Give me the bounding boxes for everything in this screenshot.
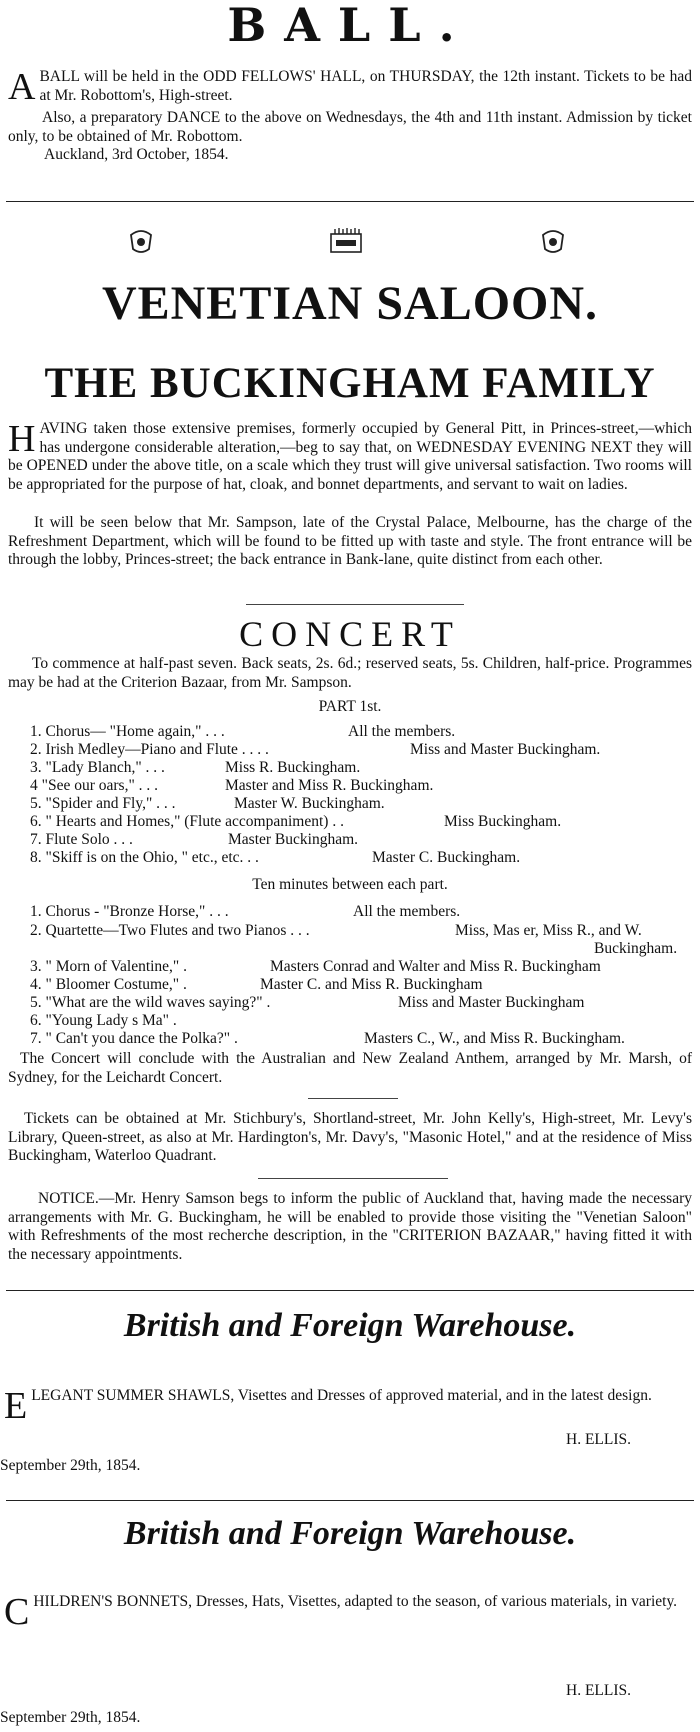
warehouse-date: September 29th, 1854.	[0, 1709, 141, 1726]
concert-conclusion: The Concert will conclude with the Australian and New Zealand Anthem, arranged by Mr. Marsh, of Sydney, for the Leichardt Concert.	[8, 1050, 692, 1086]
warehouse-body-text: LEGANT SUMMER SHAWLS, Visettes and Dresses of approved material, and in the latest design.	[31, 1387, 652, 1404]
warehouse-signer: H. ELLIS.	[566, 1431, 632, 1448]
saloon-intro	[8, 420, 692, 494]
program-performer: All the members.	[348, 723, 456, 740]
ball-paragraph-1	[8, 66, 692, 108]
warehouse-title: British and Foreign Warehouse.	[123, 1307, 577, 1344]
program-performer: Miss, Mas er, Miss R., and W.	[455, 922, 642, 939]
concert-info: To commence at half-past seven. Back seats, 2s. 6d.; reserved seats, 5s. Children, half-price. Programmes may be had at the Criterion Bazaar, from Mr. Sampson.	[8, 655, 692, 691]
program-item: 8. "Skiff is on the Ohio, " etc., etc. . .	[30, 849, 259, 866]
warehouse-body	[4, 1385, 694, 1427]
part1-heading: PART 1st.	[318, 698, 382, 715]
dropcap: H	[8, 418, 36, 460]
ball-title: BALL.	[227, 0, 473, 52]
program-performer: All the members.	[353, 903, 461, 920]
program-performer: Miss and Master Buckingham	[398, 994, 585, 1011]
crest-ornament-icon	[540, 229, 566, 255]
program-item: 5. "What are the wild waves saying?" .	[30, 994, 271, 1011]
warehouse-signer: H. ELLIS.	[566, 1682, 632, 1699]
program-performer: Miss R. Buckingham.	[225, 759, 361, 776]
program-item: 7. Flute Solo . . .	[30, 831, 133, 848]
warehouse-title: British and Foreign Warehouse.	[123, 1515, 577, 1552]
divider-rule	[6, 1290, 694, 1291]
ball-date: Auckland, 3rd October, 1854.	[44, 146, 229, 163]
warehouse-body	[4, 1591, 694, 1633]
program-item: 4. " Bloomer Costume," .	[30, 976, 187, 993]
dropcap: A	[8, 66, 36, 108]
program-item: 3. " Morn of Valentine," .	[30, 958, 188, 975]
program-item: 6. " Hearts and Homes," (Flute accompaniment) . .	[30, 813, 344, 830]
warehouse-body-text: HILDREN'S BONNETS, Dresses, Hats, Visettes, adapted to the season, of various materials, in variety.	[33, 1593, 678, 1610]
program-performer: Master Buckingham.	[228, 831, 359, 848]
program-item: 3. "Lady Blanch," . . .	[30, 759, 165, 776]
saloon-intro-text: AVING taken those extensive premises, formerly occupied by General Pitt, in Princes-street,—which has undergone considerable alteration,—beg to say that, on WEDNESDAY EVENING NEXT they will be OPENED under the above title, on a scale which they trust will give universal satisfaction. Two rooms will be appropriated for the purpose of hat, cloak, and bonnet departments, and servant to wait on ladies.	[8, 420, 692, 493]
program-performer: Master C. Buckingham.	[372, 849, 521, 866]
interval-note: Ten minutes between each part.	[252, 876, 448, 893]
program-performer: Miss Buckingham.	[444, 813, 562, 830]
program-item: 7. " Can't you dance the Polka?" .	[30, 1030, 238, 1047]
divider-rule	[246, 604, 464, 605]
program-item: 1. Chorus— "Home again," . . .	[30, 723, 225, 740]
ball-paragraph-2: Also, a preparatory DANCE to the above on Wednesdays, the 4th and 11th instant. Admission by ticket only, to be obtained of Mr. Robottom.	[8, 109, 692, 145]
ticket-outlets: Tickets can be obtained at Mr. Stichbury's, Shortland-street, Mr. John Kelly's, High-street, Mr. Levy's Library, Queen-street, as also at Mr. Hardington's, Mr. Davy's, "Masonic Hotel," and at the residence of Miss Buckingham, Waterloo Quadrant.	[8, 1110, 692, 1164]
saloon-title: VENETIAN SALOON.	[101, 277, 599, 330]
program-performer: Masters Conrad and Walter and Miss R. Buckingham	[270, 958, 601, 975]
divider-rule	[308, 1098, 398, 1099]
program-performer-continued: Buckingham.	[594, 940, 678, 957]
organ-ornament-icon	[328, 226, 364, 256]
program-item: 2. Quartette—Two Flutes and two Pianos . . .	[30, 922, 310, 939]
program-performer: Master W. Buckingham.	[234, 795, 385, 812]
program-performer: Miss and Master Buckingham.	[410, 741, 601, 758]
divider-rule	[258, 1178, 448, 1179]
divider-rule	[6, 1500, 694, 1501]
concert-title: CONCERT	[239, 614, 461, 654]
warehouse-date: September 29th, 1854.	[0, 1457, 141, 1474]
program-performer: Master C. and Miss R. Buckingham	[260, 976, 483, 993]
saloon-refreshment: It will be seen below that Mr. Sampson, late of the Crystal Palace, Melbourne, has the charge of the Refreshment Department, which will be found to be fitted up with taste and style. The front entrance will be through the lobby, Princes-street; the back entrance in Bank-lane, quite distinct from each other.	[8, 514, 692, 568]
dropcap: C	[4, 1591, 30, 1633]
program-performer: Masters C., W., and Miss R. Buckingham.	[364, 1030, 625, 1047]
divider-rule	[6, 201, 694, 202]
family-title: THE BUCKINGHAM FAMILY	[44, 360, 656, 407]
program-item: 2. Irish Medley—Piano and Flute . . . .	[30, 741, 269, 758]
ball-text-1: BALL will be held in the ODD FELLOWS' HALL, on THURSDAY, the 12th instant. Tickets to be had at Mr. Robottom's, High-street.	[39, 68, 692, 104]
program-item: 4 "See our oars," . . .	[30, 777, 159, 794]
crest-ornament-icon	[128, 229, 154, 255]
program-item: 6. "Young Lady s Ma" .	[30, 1012, 177, 1029]
program-item: 1. Chorus - "Bronze Horse," . . .	[30, 903, 229, 920]
program-performer: Master and Miss R. Buckingham.	[225, 777, 434, 794]
dropcap: E	[4, 1385, 28, 1427]
program-item: 5. "Spider and Fly," . . .	[30, 795, 176, 812]
notice-paragraph: NOTICE.—Mr. Henry Samson begs to inform the public of Auckland that, having made the necessary arrangements with Mr. G. Buckingham, he will be enabled to provide those visiting the "Venetian Saloon" with Refreshments of the most recherche description, in the "CRITERION BAZAAR," having fitted it with the necessary appointments.	[8, 1190, 692, 1263]
